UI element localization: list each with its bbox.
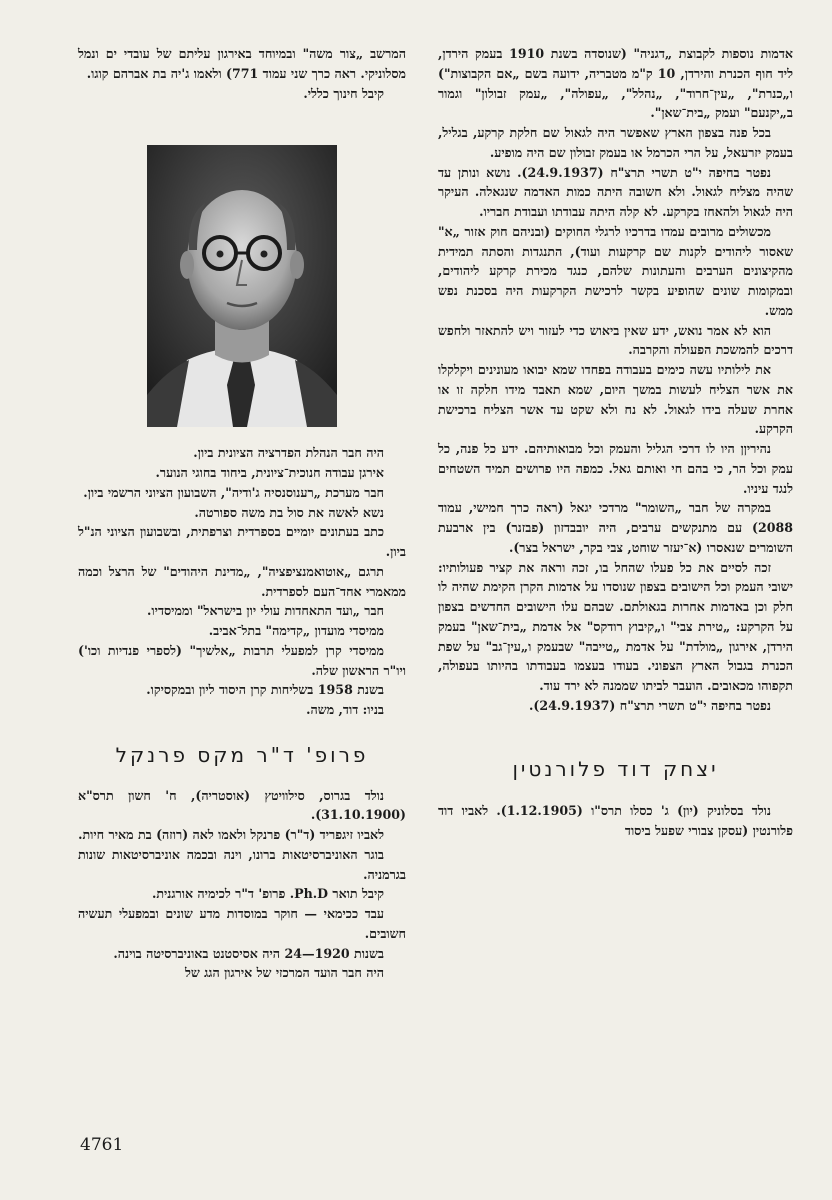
paragraph: היה חבר הועד המרכזי של אירגון הגג של xyxy=(184,965,384,981)
paragraph: נהיריןן היו לו דרכי הגליל והעמק וכל מבואותיהם. ידע כל פנה, כל עמק וכל הר, כי בהם חי ואותם גאל. כמפה היו פרושים תמיד השטחים לנגד עיניו. xyxy=(438,441,793,496)
paragraph: נשא לאשה את סול בת משה ספורטה. xyxy=(194,504,384,520)
paragraph: נולד בסלוניק (יון) ג' כסלו תרס"ו (1.12.1905). לאביו דוד פלורנטין (עסקן צבורי שפעל ביסוד xyxy=(438,803,793,838)
paragraph: קיבל חינוך כללי. xyxy=(303,85,384,101)
paragraph: המרשב „צור משה" ובמיוחד באירגון עליתם של עובדי ים ונמל מסלוניקי. ראה כרך שני עמוד 771) ולאמו ג'יה בת אברהם קוגו. xyxy=(78,46,406,81)
page-number: 4761 xyxy=(80,1135,124,1155)
portrait-image xyxy=(147,145,337,427)
paragraph: נפטר בחיפה י"ט תשרי תרצ"ח (24.9.1937). xyxy=(528,697,771,713)
paragraph: אדמות נוספות לקבוצת „דגניה" (שנוסדה בשנת 1910 בעמק הירדן, ליד חוף הכנרת והירדן, 10 ק"מ מטבריה, ידועה בשם „אם הקבוצות") ו„כנרת", „עין־חרוד", „נהלל", „עפולה", „עמק זבולון" וגמור ב„יקנעם" ועמק „בית־שאן". xyxy=(438,46,793,121)
paragraph: את לילותיו עשה כימים בעבודה בפחדו שמא יבואו מעונינים ויקלקלו את אשר הצליח לעשות במשך היום, שמא תאבד מידו חלקה זו או אחרת שעלה בידו לגאול. לא נח ולא שקט עד אשר הצליח ברכישת הקרקע. xyxy=(438,362,793,437)
section-heading: פרופ' ד"ר מקס פרנקל xyxy=(115,742,369,767)
paragraph: הוא לא אמר נואש, ידע שאין ביאוש כדי לעזור ויש להתאזר ולחפש דרכים להמשכת הפעולה והקרבה. xyxy=(438,322,793,358)
paragraph: עבד ככימאי — חוקר במוסדות מדע שונים ובמפעלי תעשיה חשובים. xyxy=(78,906,406,941)
paragraph: בשנות 1920—24 היה אסיסטנט באוניברסיטה בוינה. xyxy=(113,945,384,961)
paragraph: בשנת 1958 בשליחות קרן היסוד ליון ובמקסיקו. xyxy=(146,682,384,698)
paragraph: מכשולים מרובים עמדו בדרכיו לרגלי החוקים (ובניהם חוק אזור „א" שאסור ליהודים לקנות שם קרקעות ועוד), התנגדות והסתה תמידית מהקיצונים הערבים והעתונות שלהם, כנגד מכירת קרקע ליהודים, ובמקומות שונים שהופיע בקשר לרכישת הקרקעות היה בסכנת נפש ממש. xyxy=(438,223,793,318)
paragraph: אירגן עבודה חנוכית־ציונית, ביחוד בחוגי הנוער. xyxy=(155,465,384,480)
paragraph: תרגם „אוטואמנציפציה", „מדינת היהודים" של הרצל וכמה ממאמרי אחד־העם לספרדית. xyxy=(78,563,406,599)
paragraph: נולד בגרוס, סילוויטץ (אוסטריה), ח' חשון תרס"א (31.10.1900). xyxy=(78,787,406,823)
section-heading: יצחק דוד פלורנטין xyxy=(512,756,719,781)
paragraph: בוגר האוניברסיטאות ברונו, וינה ובכמה אוניברסיטאות שונות בגרמניה. xyxy=(78,846,406,882)
paragraph: כתב בעתונים יומיים בספרדית וצרפתית, ובשבועון הציוני הנ"ל ביון. xyxy=(78,524,406,559)
paragraph: חבר מערכת „רענוסנסיה ג'ודיה", השבועון הציוני הרשמי ביון. xyxy=(83,484,384,500)
right-column xyxy=(438,44,793,841)
paragraph: בניו: דוד, משה. xyxy=(306,702,384,717)
paragraph: לאביו זיגפריד (ד"ר) פרנקל ולאמו לאה (רוזה) בת מאיר חיות. xyxy=(78,827,384,842)
paragraph: זכה לסיים את כל פעלו שהחל בו, זכה וראה את קציר פעולותיו: ישובי העמק וכל הישובים בצפון שנוסדו על אדמות הקרן הקימת שהיה לו חלק וכן באדמות אחרות בגאולתם. שבהם עלו הישובים החדשים בצפון על הקרקע: „טירת צבי" ו„קיבוץ רודקס" אל אדמת „בית־שאן" בעמק הירדן, אירגון „מולדת" על אדמת „טייבה" שבעמק ו„עין־גב" על שפת הכנרת בגבול הארץ הצפוני. בעודו בעצמו בעבודתו בהיותו בעפולה, תקפוהו מכאובים. הועבר לביתו שממנה לא ירד עוד. xyxy=(438,559,793,693)
paragraph: במקרה של חבר „השומר" מרדכי יגאל (ראה כרך חמישי, עמוד 2088) עם מתנקשים ערבים, היה יובבדזון (פבזנר) בין ארבעת השומרים שנאסרו (א־יעזר שוחט, צבי בקר, ישראל בצר). xyxy=(438,500,793,555)
paragraph: היה חבר הנהלת הפדרציה הציונית ביון. xyxy=(193,445,384,461)
paragraph: נפטר בחיפה י"ט תשרי תרצ"ח (24.9.1937). נושא ונותן עד שהיה מצליח לגאול. ולא חשובה היתה כמות האדמה שנגאלה. העיקר היה לגאול ולהאחז בקרקע. לא קלה היתה עבודתו ועבודת חבריו. xyxy=(438,164,793,219)
paragraph: קיבל תואר Ph.D. פרופ' ד"ר לכימיה אורגנית. xyxy=(151,886,384,902)
paragraph: חבר „ועד התאחדות עולי יון בישראל" וממיסדיו. xyxy=(147,603,384,619)
portrait-photo xyxy=(147,145,337,427)
paragraph: בכל פנה בצפון הארץ שאפשר היה לגאול שם חלקת קרקע, בגליל, בעמק יזרעאל, על הרי הכרמל או בעמק זבולון שם היה מופיע. xyxy=(438,125,793,160)
paragraph: ממיסדי מועדון „קדימה" בתל־אביב. xyxy=(208,623,384,638)
paragraph: ממיסדי קרן למפעלי תרבות „אלשיך" (לספרי פנדיות וכו') ויו"ר הראשון שלה. xyxy=(78,642,406,678)
